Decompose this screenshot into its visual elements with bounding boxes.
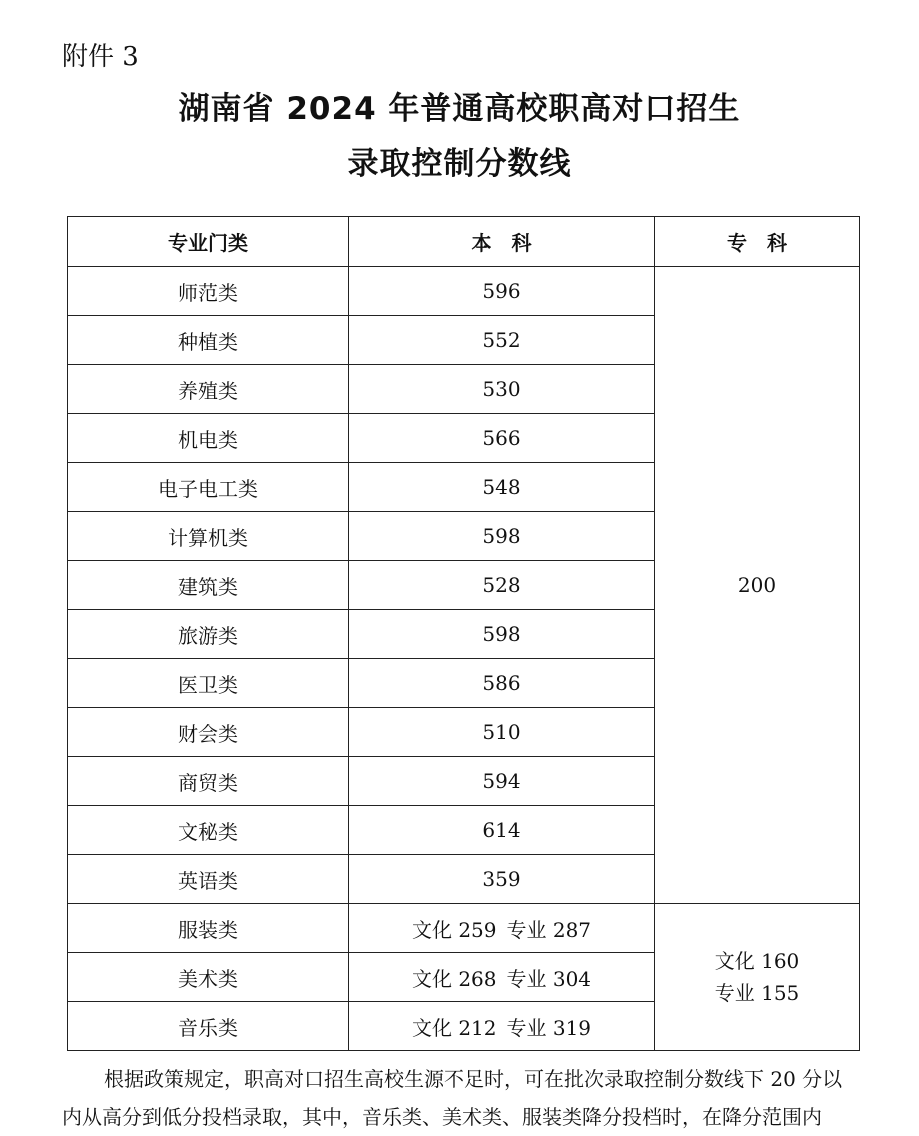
category-cell: 财会类 — [68, 708, 349, 757]
major-score: 专业 304 — [506, 966, 592, 991]
category-cell: 计算机类 — [68, 512, 349, 561]
category-cell: 师范类 — [68, 267, 349, 316]
major-score: 专业 319 — [506, 1015, 592, 1040]
category-cell: 服装类 — [68, 904, 349, 953]
undergrad-score-cell: 596 — [349, 267, 655, 316]
policy-note-line-2: 内从高分到低分投档录取，其中，音乐类、美术类、服装类降分投档时，在降分范围内 — [62, 1105, 822, 1129]
undergrad-score-cell: 594 — [349, 757, 655, 806]
column-header-undergraduate: 本 科 — [349, 217, 655, 267]
undergrad-score-cell: 614 — [349, 806, 655, 855]
culture-score: 文化 212 — [411, 1015, 497, 1040]
column-header-junior-college: 专 科 — [655, 217, 860, 267]
document-title-line-2: 录取控制分数线 — [347, 146, 572, 182]
undergrad-score-cell: 528 — [349, 561, 655, 610]
attachment-label: 附件 3 — [62, 42, 139, 72]
undergrad-score-cell: 359 — [349, 855, 655, 904]
undergrad-score-cell: 586 — [349, 659, 655, 708]
category-cell: 英语类 — [68, 855, 349, 904]
category-cell: 文秘类 — [68, 806, 349, 855]
table-header-row — [68, 217, 860, 267]
undergrad-score-cell — [349, 953, 655, 1002]
table-row — [68, 267, 860, 316]
culture-score: 文化 259 — [411, 917, 497, 942]
category-cell: 旅游类 — [68, 610, 349, 659]
category-cell: 建筑类 — [68, 561, 349, 610]
column-header-category: 专业门类 — [68, 217, 349, 267]
undergrad-score-cell — [349, 904, 655, 953]
category-cell: 音乐类 — [68, 1002, 349, 1051]
category-cell: 机电类 — [68, 414, 349, 463]
category-cell: 医卫类 — [68, 659, 349, 708]
undergrad-score-cell: 552 — [349, 316, 655, 365]
undergrad-score-cell: 510 — [349, 708, 655, 757]
undergrad-score-cell: 566 — [349, 414, 655, 463]
table-row — [68, 904, 860, 953]
document-title-line-1: 湖南省 2024 年普通高校职高对口招生 — [178, 91, 741, 127]
junior-college-score-cell — [655, 904, 860, 1051]
category-cell: 养殖类 — [68, 365, 349, 414]
policy-note-line-1: 根据政策规定，职高对口招生高校生源不足时，可在批次录取控制分数线下 20 分以 — [104, 1067, 843, 1091]
category-cell: 商贸类 — [68, 757, 349, 806]
category-cell: 电子电工类 — [68, 463, 349, 512]
major-score: 专业 155 — [714, 981, 800, 1005]
category-cell: 美术类 — [68, 953, 349, 1002]
undergrad-score-cell: 598 — [349, 512, 655, 561]
undergrad-score-cell: 598 — [349, 610, 655, 659]
junior-college-score-cell: 200 — [655, 267, 860, 904]
major-score: 专业 287 — [506, 917, 592, 942]
score-table — [67, 216, 860, 1051]
undergrad-score-cell: 548 — [349, 463, 655, 512]
undergrad-score-cell: 530 — [349, 365, 655, 414]
culture-score: 文化 268 — [411, 966, 497, 991]
undergrad-score-cell — [349, 1002, 655, 1051]
category-cell: 种植类 — [68, 316, 349, 365]
culture-score: 文化 160 — [714, 949, 800, 973]
